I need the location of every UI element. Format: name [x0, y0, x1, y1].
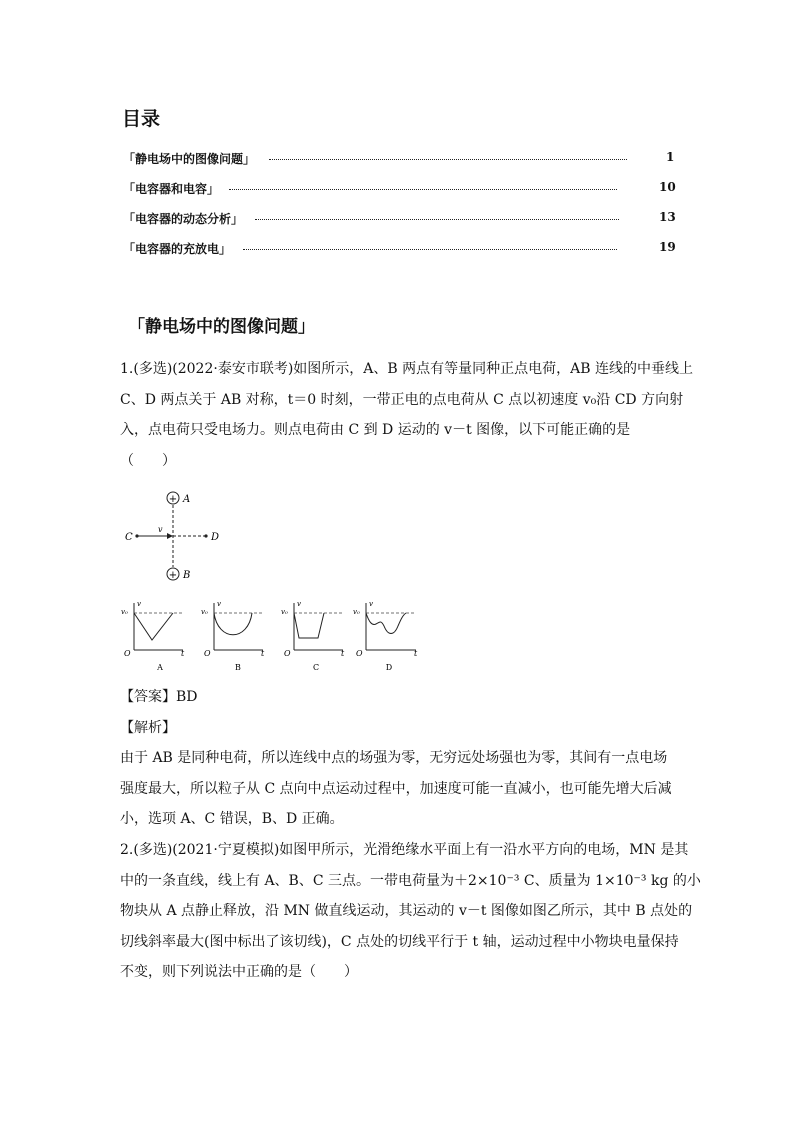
toc-entry-label: 「电容器的动态分析」: [123, 212, 244, 226]
toc-entry-page: 1: [666, 150, 675, 164]
vt-option-graphs: [118, 598, 430, 676]
text-line: 切线斜率最大(图中标出了该切线)，C 点处的切线平行于 t 轴，运动过程中小物块电量保持: [120, 933, 679, 950]
text-line: 中的一条直线，线上有 A、B、C 三点。一带电荷量为＋2×10⁻³ C、质量为 1×10⁻³ kg 的小: [120, 872, 701, 889]
label-d: D: [211, 532, 220, 543]
question-1-text: [120, 354, 693, 476]
text-line: 入，点电荷只受电场力。则点电荷由 C 到 D 运动的 v－t 图像，以下可能正确的是: [120, 422, 631, 438]
toc-entry-page: 13: [659, 210, 676, 224]
v-axis-label: v: [369, 600, 373, 608]
text-line: 由于 AB 是同种电荷，所以连线中点的场强为零，无穷远处场强也为零，其间有一点电场: [120, 750, 668, 766]
option-graph-c: [281, 600, 345, 672]
velocity-arrow-icon: [167, 533, 173, 539]
analysis-title: 【解析】: [120, 719, 176, 736]
charge-diagram: [120, 488, 230, 584]
origin-label: O: [204, 649, 211, 658]
toc-entry-page: 19: [659, 240, 676, 254]
origin-label: O: [124, 649, 131, 658]
toc-entry[interactable]: [123, 150, 673, 166]
option-graph-a: [121, 600, 185, 672]
origin-label: O: [356, 649, 363, 658]
label-a: A: [183, 494, 191, 505]
option-graph-d: [353, 600, 418, 672]
question-2-text: [120, 835, 701, 988]
text-line: C、D 两点关于 AB 对称，t＝0 时刻，一带正电的点电荷从 C 点以初速度 v₀沿 CD 方向射: [120, 391, 684, 408]
text-line: 1.(多选)(2022·泰安市联考)如图所示，A、B 两点有等量同种正点电荷，AB 连线的中垂线上: [120, 361, 693, 377]
option-caption: D: [385, 663, 393, 672]
label-b: B: [183, 570, 191, 581]
text-line: 2.(多选)(2021·宁夏模拟)如图甲所示，光滑绝缘水平面上有一沿水平方向的电场，MN 是其: [120, 842, 689, 858]
toc-entry[interactable]: [123, 180, 676, 196]
plus-sign: +: [168, 494, 178, 505]
v0-label: v₀: [121, 608, 128, 616]
toc-leader-dots: [255, 219, 619, 220]
toc-entry-page: 10: [659, 180, 676, 194]
v-axis-label: v: [297, 600, 301, 608]
vt-curve: [294, 613, 324, 638]
answer-line: 【答案】BD: [120, 689, 198, 705]
option-caption: C: [312, 663, 320, 672]
vt-curve: [214, 613, 252, 635]
text-line: 不变，则下列说法中正确的是（ ）: [120, 964, 358, 980]
text-line: （ ）: [120, 452, 176, 469]
t-axis-label: t: [341, 649, 345, 658]
label-c: C: [125, 532, 133, 543]
t-axis-label: t: [181, 649, 185, 658]
toc-leader-dots: [243, 249, 617, 250]
toc-leader-dots: [229, 189, 617, 190]
origin-label: O: [284, 649, 291, 658]
toc-entry-label: 「电容器和电容」: [123, 182, 220, 196]
option-caption: B: [235, 663, 241, 672]
option-caption: A: [157, 663, 163, 672]
v0-label: v₀: [201, 608, 208, 616]
toc-title: 目录: [122, 108, 161, 130]
v0-label: v₀: [353, 608, 360, 616]
t-axis-label: t: [261, 649, 265, 658]
point-d-dot: [204, 534, 207, 537]
toc-entry[interactable]: [123, 210, 676, 226]
text-line: 强度最大，所以粒子从 C 点向中点运动过程中，加速度可能一直减小，也可能先增大后减: [120, 780, 672, 797]
toc-leader-dots: [269, 159, 627, 160]
v-axis-label: v: [217, 600, 221, 608]
toc-entry-label: 「静电场中的图像问题」: [123, 152, 256, 166]
v0-label: v₀: [281, 608, 288, 616]
v-axis-label: v: [137, 600, 141, 608]
option-graph-b: [201, 600, 265, 672]
toc-entry[interactable]: [123, 240, 676, 256]
plus-sign: +: [168, 570, 178, 581]
text-line: 小，选项 A、C 错误，B、D 正确。: [120, 811, 344, 827]
label-v: v: [158, 525, 163, 534]
vt-curve: [366, 613, 406, 634]
point-c-dot: [135, 534, 138, 537]
text-line: 物块从 A 点静止释放，沿 MN 做直线运动，其运动的 v－t 图像如图乙所示，其中 B 点处的: [120, 903, 693, 919]
t-axis-label: t: [414, 649, 418, 658]
toc-entry-label: 「电容器的充放电」: [123, 242, 232, 256]
answer-block: [120, 682, 676, 835]
section-title: 「静电场中的图像问题」: [128, 317, 315, 337]
vt-curve: [134, 613, 173, 640]
